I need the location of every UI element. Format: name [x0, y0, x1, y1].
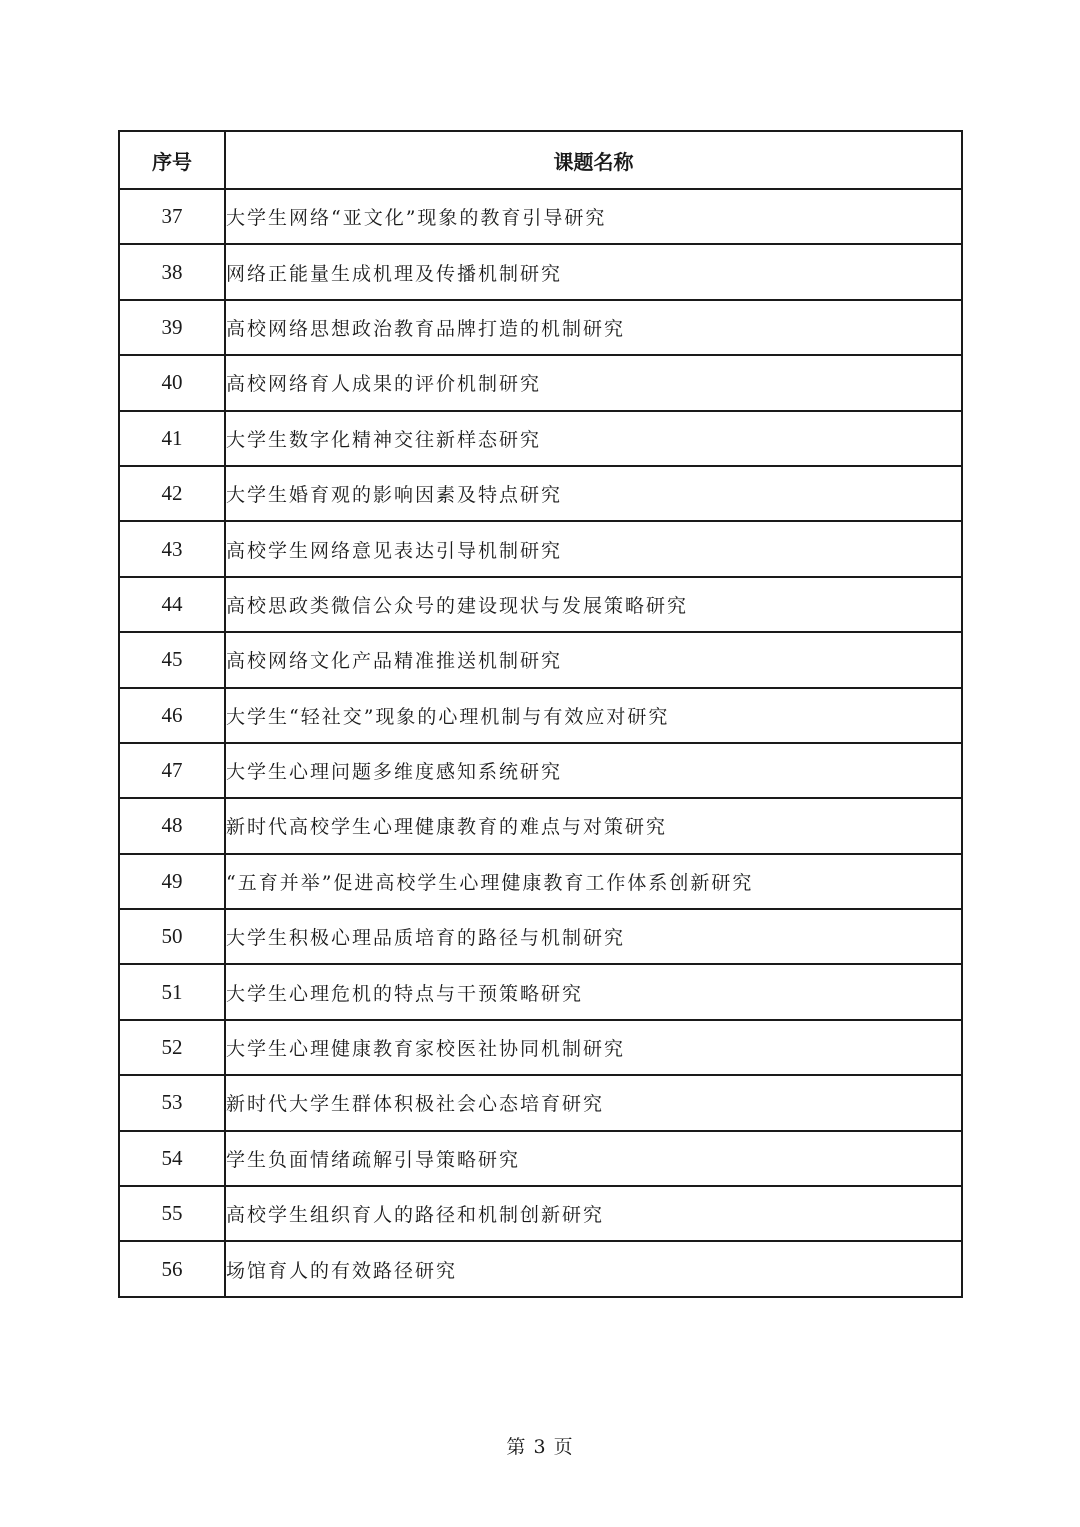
table-row [119, 1131, 962, 1186]
serial-number-cell: 53 [119, 1075, 225, 1130]
serial-number-cell: 44 [119, 577, 225, 632]
serial-number-cell: 41 [119, 411, 225, 466]
serial-number-cell: 50 [119, 909, 225, 964]
table-row [119, 466, 962, 521]
serial-number-cell: 51 [119, 964, 225, 1019]
topic-name-cell: 大学生心理危机的特点与干预策略研究 [225, 964, 962, 1019]
topic-name-cell: “五育并举”促进高校学生心理健康教育工作体系创新研究 [225, 854, 962, 909]
topic-name-cell: 新时代高校学生心理健康教育的难点与对策研究 [225, 798, 962, 853]
table-row [119, 854, 962, 909]
table-row [119, 577, 962, 632]
table-header-row [119, 131, 962, 189]
topic-name-cell: 大学生数字化精神交往新样态研究 [225, 411, 962, 466]
serial-number-cell: 55 [119, 1186, 225, 1241]
table-row [119, 688, 962, 743]
topic-name-cell: 高校思政类微信公众号的建设现状与发展策略研究 [225, 577, 962, 632]
table-row [119, 1020, 962, 1075]
topic-name-cell: 场馆育人的有效路径研究 [225, 1241, 962, 1296]
serial-number-cell: 42 [119, 466, 225, 521]
topic-name-cell: 大学生积极心理品质培育的路径与机制研究 [225, 909, 962, 964]
table-row [119, 355, 962, 410]
topic-name-cell: 大学生心理健康教育家校医社协同机制研究 [225, 1020, 962, 1075]
table-row [119, 521, 962, 576]
topic-name-cell: 大学生网络“亚文化”现象的教育引导研究 [225, 189, 962, 244]
serial-number-cell: 54 [119, 1131, 225, 1186]
table-row [119, 798, 962, 853]
serial-number-cell: 45 [119, 632, 225, 687]
topic-name-cell: 大学生心理问题多维度感知系统研究 [225, 743, 962, 798]
topic-name-cell: 新时代大学生群体积极社会心态培育研究 [225, 1075, 962, 1130]
table-row [119, 632, 962, 687]
serial-number-cell: 52 [119, 1020, 225, 1075]
serial-number-cell: 37 [119, 189, 225, 244]
serial-number-cell: 40 [119, 355, 225, 410]
page-number: 第 3 页 [506, 1436, 574, 1458]
topic-name-cell: 学生负面情绪疏解引导策略研究 [225, 1131, 962, 1186]
topic-name-cell: 高校网络文化产品精准推送机制研究 [225, 632, 962, 687]
serial-number-cell: 46 [119, 688, 225, 743]
table-row [119, 1241, 962, 1296]
table-row [119, 411, 962, 466]
topic-name-cell: 高校网络育人成果的评价机制研究 [225, 355, 962, 410]
table-row [119, 909, 962, 964]
topics-table [118, 130, 963, 1298]
serial-number-cell: 48 [119, 798, 225, 853]
topic-name-cell: 高校学生组织育人的路径和机制创新研究 [225, 1186, 962, 1241]
topic-name-cell: 大学生婚育观的影响因素及特点研究 [225, 466, 962, 521]
table-row [119, 1075, 962, 1130]
table-row [119, 1186, 962, 1241]
table-row [119, 964, 962, 1019]
topic-name-cell: 高校学生网络意见表达引导机制研究 [225, 521, 962, 576]
serial-number-cell: 56 [119, 1241, 225, 1296]
serial-number-cell: 43 [119, 521, 225, 576]
header-topic-name: 课题名称 [225, 131, 962, 189]
header-serial-number: 序号 [119, 131, 225, 189]
topic-name-cell: 网络正能量生成机理及传播机制研究 [225, 244, 962, 299]
table-row [119, 743, 962, 798]
table-row [119, 300, 962, 355]
topic-name-cell: 高校网络思想政治教育品牌打造的机制研究 [225, 300, 962, 355]
table-row [119, 189, 962, 244]
serial-number-cell: 49 [119, 854, 225, 909]
serial-number-cell: 38 [119, 244, 225, 299]
serial-number-cell: 39 [119, 300, 225, 355]
table-row [119, 244, 962, 299]
topic-name-cell: 大学生“轻社交”现象的心理机制与有效应对研究 [225, 688, 962, 743]
serial-number-cell: 47 [119, 743, 225, 798]
